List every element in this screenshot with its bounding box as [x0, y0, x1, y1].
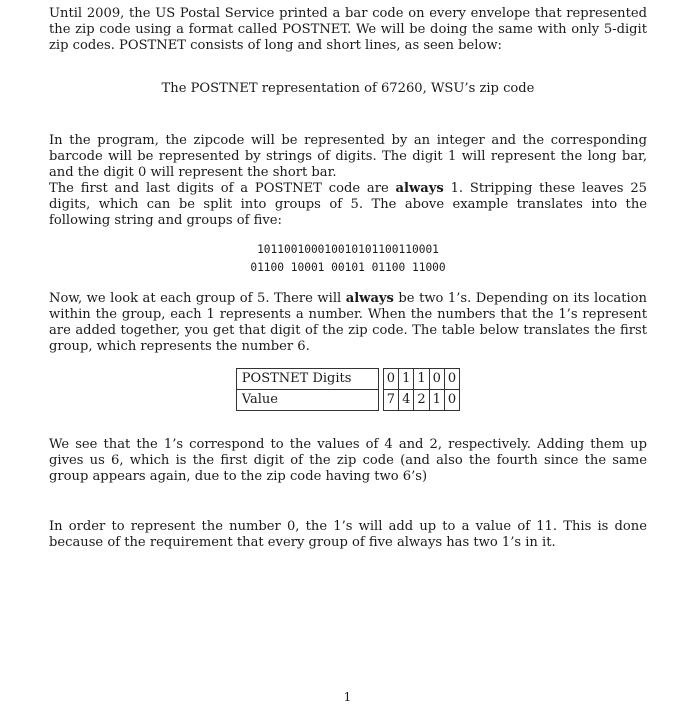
- intro-paragraph: Until 2009, the US Postal Service printed a bar code on every envelope that represented the zip code using a format called POSTNET. We will be doing the same with only 5-digit zip codes. POSTNET consists of long and short lines, as seen below:: [49, 6, 647, 53]
- table-cell: 4: [399, 390, 414, 411]
- code-string: 101100100010010101100110001: [257, 243, 439, 256]
- first-last-text-before: The first and last digits of a POSTNET code are: [49, 181, 396, 196]
- table-cell: 7: [383, 390, 398, 411]
- postnet-table: [236, 368, 460, 411]
- table-cell: 0: [444, 390, 459, 411]
- code-block: [49, 241, 647, 277]
- zero-paragraph: In order to represent the number 0, the 1’s will add up to a value of 11. This is done because of the requirement that every group of five always has two 1’s in it.: [49, 519, 647, 550]
- table-row: [236, 390, 459, 411]
- postnet-table-wrap: [49, 368, 647, 411]
- table-cell: 1: [414, 369, 429, 390]
- table-cell: 0: [383, 369, 398, 390]
- group-paragraph: [49, 291, 647, 355]
- first-last-bold: always: [395, 181, 444, 196]
- table-cell: 1: [429, 390, 444, 411]
- table-cell: 0: [444, 369, 459, 390]
- group-bold: always: [345, 291, 394, 306]
- page-number: 1: [343, 690, 352, 704]
- table-cell: 2: [414, 390, 429, 411]
- first-last-text-after: 1. Stripping these leaves 25 digits, which can be split into groups of 5. The above example translates into the following string and groups of five:: [49, 181, 647, 228]
- group-text-after: be two 1’s. Depending on its location within the group, each 1 represents a number. When the numbers that the 1’s represent are added together, you get that digit of the zip code. The table below translates the first group, which represents the number 6.: [49, 291, 647, 354]
- table-cell: 0: [429, 369, 444, 390]
- document-page: [49, 6, 647, 551]
- table-row-label: POSTNET Digits: [236, 369, 378, 390]
- result-paragraph: We see that the 1’s correspond to the values of 4 and 2, respectively. Adding them up gives us 6, which is the first digit of the zip code (and also the fourth since the same group appears again, due to the zip code having two 6’s): [49, 437, 647, 484]
- figure-caption: The POSTNET representation of 67260, WSU’s zip code: [161, 81, 535, 96]
- table-row-label: Value: [236, 390, 378, 411]
- table-cell: 1: [399, 369, 414, 390]
- first-last-paragraph: [49, 181, 647, 229]
- table-row: [236, 369, 459, 390]
- code-groups: 01100 10001 00101 01100 11000: [250, 261, 446, 274]
- program-paragraph: In the program, the zipcode will be represented by an integer and the corresponding barcode will be represented by strings of digits. The digit 1 will represent the long bar, and the digit 0 will represent the short bar.: [49, 133, 647, 180]
- group-text-before: Now, we look at each group of 5. There will: [49, 291, 346, 306]
